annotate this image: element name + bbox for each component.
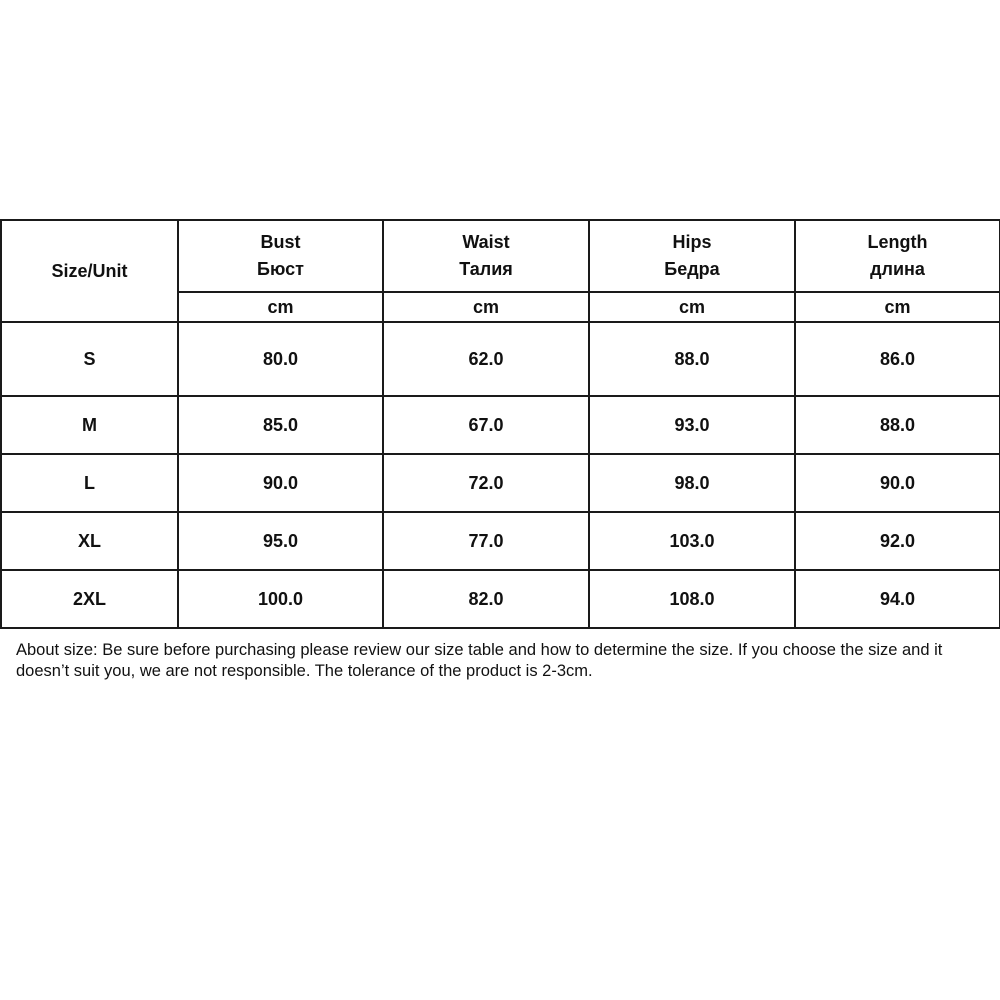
column-header-hips [589, 220, 795, 292]
unit-cell: cm [178, 292, 383, 322]
unit-cell: cm [383, 292, 589, 322]
value-cell: 93.0 [589, 396, 795, 454]
column-header-en: Hips [672, 232, 712, 252]
size-cell: L [1, 454, 178, 512]
column-header-en: Bust [260, 232, 301, 252]
size-cell: 2XL [1, 570, 178, 628]
value-cell: 92.0 [795, 512, 1000, 570]
value-cell: 62.0 [383, 322, 589, 396]
table-row [1, 512, 1000, 570]
size-cell: M [1, 396, 178, 454]
value-cell: 100.0 [178, 570, 383, 628]
table-row [1, 570, 1000, 628]
size-cell: XL [1, 512, 178, 570]
header-row [1, 220, 1000, 292]
column-header-ru: Талия [459, 259, 513, 279]
value-cell: 82.0 [383, 570, 589, 628]
column-header-ru: Бюст [257, 259, 304, 279]
table-row [1, 396, 1000, 454]
size-note: About size: Be sure before purchasing please review our size table and how to determine the size. If you choose the size and it doesn’t suit you, we are not responsible. The tolerance of the product is 2-3cm. [16, 641, 943, 680]
value-cell: 98.0 [589, 454, 795, 512]
value-cell: 86.0 [795, 322, 1000, 396]
value-cell: 95.0 [178, 512, 383, 570]
size-cell: S [1, 322, 178, 396]
size-chart-table [0, 219, 1000, 629]
value-cell: 67.0 [383, 396, 589, 454]
unit-cell: cm [795, 292, 1000, 322]
column-header-en: Waist [462, 232, 510, 252]
value-cell: 90.0 [178, 454, 383, 512]
unit-cell: cm [589, 292, 795, 322]
column-header-length [795, 220, 1000, 292]
value-cell: 88.0 [589, 322, 795, 396]
column-header-en: Length [867, 232, 928, 252]
column-header-bust [178, 220, 383, 292]
value-cell: 108.0 [589, 570, 795, 628]
size-unit-header: Size/Unit [1, 220, 178, 322]
value-cell: 90.0 [795, 454, 1000, 512]
value-cell: 94.0 [795, 570, 1000, 628]
value-cell: 85.0 [178, 396, 383, 454]
column-header-ru: длина [870, 259, 925, 279]
column-header-ru: Бедра [664, 259, 720, 279]
table-row [1, 454, 1000, 512]
column-header-waist [383, 220, 589, 292]
value-cell: 88.0 [795, 396, 1000, 454]
table-row [1, 322, 1000, 396]
value-cell: 72.0 [383, 454, 589, 512]
value-cell: 80.0 [178, 322, 383, 396]
value-cell: 77.0 [383, 512, 589, 570]
value-cell: 103.0 [589, 512, 795, 570]
